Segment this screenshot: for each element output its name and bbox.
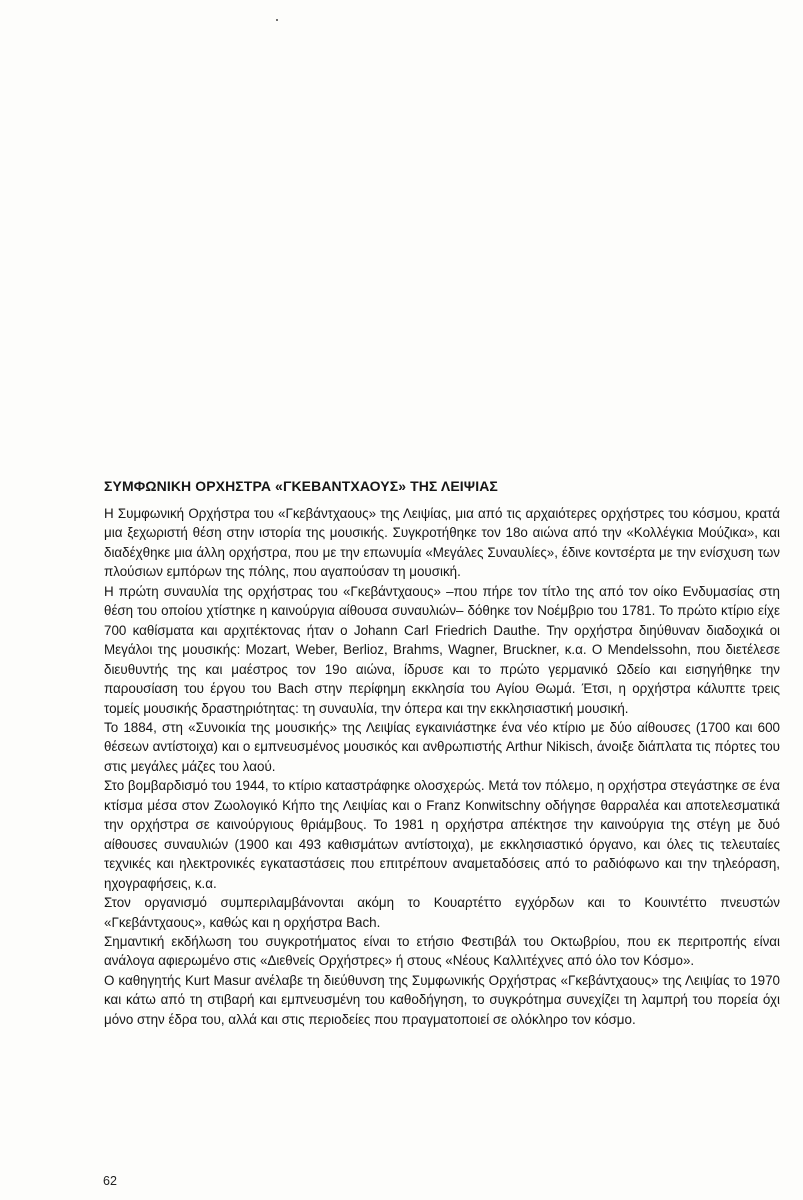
paragraph-festival: Σημαντική εκδήλωση του συγκροτήματος είναι το ετήσιο Φεστιβάλ του Οκτωβρίου, που εκ περιτροπής είναι ανάλογα αφιερωμένο στις «Διεθνείς Ορχήστρες» ή στους «Νέους Καλλιτέχνες από όλο τον Κόσμο». [104,933,780,969]
article-body [104,504,780,1029]
paragraph-kurt-masur: Ο καθηγητής Kurt Masur ανέλαβε τη διεύθυνση της Συμφωνικής Ορχήστρας «Γκεβάντχαους» της Λειψίας το 1970 και κάτω από τη στιβαρή και εμπνευσμένη του καθοδήγηση, το συγκρότημα συνεχίζει τη λαμπρή του πορεία όχι μόνο στην έδρα του, αλλά και στις περιοδείες που πραγματοποιεί σε ολόκληρο τον κόσμο. [104,972,780,1027]
article [104,477,780,1029]
stray-dot-mark [276,19,278,21]
paragraph-history-intro: Η Συμφωνική Ορχήστρα του «Γκεβάντχαους» της Λειψίας, μια από τις αρχαιότερες ορχήστρες του κόσμου, κρατά μια ξεχωριστή θέση στην ιστορία της μουσικής. Συγκροτήθηκε τον 18ο αιώνα από την «Κολλέγκια Μούζικα», και διαδέχθηκε μια άλλη ορχήστρα, που με την επωνυμία «Μεγάλες Συναυλίες», έδινε κοντσέρτα με την ενίσχυση των πλούσιων εμπόρων της πόλης, που αγαπούσαν τη μουσική. [104,506,780,580]
page-number: 62 [103,1174,117,1188]
paragraph-first-concert: Η πρώτη συναυλία της ορχήστρας του «Γκεβάντχαους» –που πήρε τον τίτλο της από τον οίκο Ενδυμασίας στη θέση του οποίου χτίστηκε η καινούργια αίθουσα συναυλιών– δόθηκε τον Νοέμβριο του 1781. Το πρώτο κτίριο είχε 700 καθίσματα και αρχιτέκτονας ήταν ο Johann Carl Friedrich Dauthe. Την ορχήστρα διηύθυναν διαδοχικά οι Μεγάλοι της μουσικής: Mozart, Weber, Berlioz, Brahms, Wagner, Bruckner, κ.α. Ο Mendelssohn, που διετέλεσε διευθυντής της και μαέστρος τον 19ο αιώνα, ίδρυσε και το πρώτο γερμανικό Ωδείο και εισηγήθηκε την παρουσίαση του έργου του Bach στην περίφημη εκκλησία του Αγίου Θωμά. Έτσι, η ορχήστρα κάλυπτε τρεις τομείς μουσικής δραστηριότητας: τη συναυλία, την όπερα και την εκκλησιαστική μουσική. [104,583,780,716]
paragraph-1944-bombing: Στο βομβαρδισμό του 1944, το κτίριο καταστράφηκε ολοσχερώς. Μετά τον πόλεμο, η ορχήστρα στεγάστηκε σε ένα κτίσμα μέσα στον Ζωολογικό Κήπο της Λειψίας και ο Franz Konwitschny οδήγησε θαρραλέα και αποτελεσματικά την ορχήστρα σε καινούργιους θριάμβους. Το 1981 η ορχήστρα απέκτησε την καινούργια της στέγη με δυό αίθουσες συναυλιών (1900 και 493 καθισμάτων αντίστοιχα), με εκκλησιαστικό όργανο, και όλες τις τελευταίες τεχνικές και ηλεκτρονικές εγκαταστάσεις που επιτρέπουν αναμεταδόσεις από το ραδιόφωνο και την τηλεόραση, ηχογραφήσεις, κ.α. [104,778,780,891]
article-title: ΣΥΜΦΩΝΙΚΗ ΟΡΧΗΣΤΡΑ «ΓΚΕΒΑΝΤΧΑΟΥΣ» ΤΗΣ ΛΕΙΨΙΑΣ [104,478,498,494]
paragraph-1884-building: Το 1884, στη «Συνοικία της μουσικής» της Λειψίας εγκαινιάστηκε ένα νέο κτίριο με δύο αίθουσες (1700 και 600 θέσεων αντίστοιχα) και ο εμπνευσμένος μουσικός και ανθρωπιστής Arthur Nikisch, άνοιξε διάπλατα τις πόρτες του στις μεγάλες μάζες του λαού. [104,719,780,774]
paragraph-ensembles: Στον οργανισμό συμπεριλαμβάνονται ακόμη το Κουαρτέττο εγχόρδων και το Κουιντέττο πνευστών «Γκεβάντχαους», καθώς και η ορχήστρα Bach. [104,895,780,930]
